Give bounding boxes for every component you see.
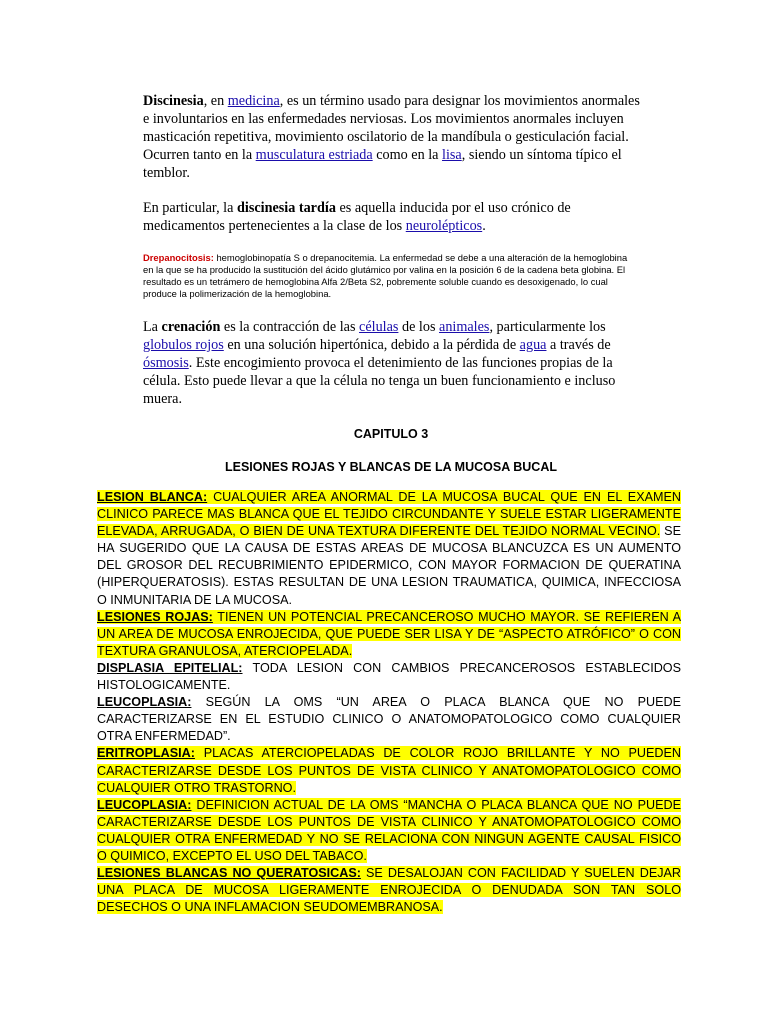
- definition-lesiones-blancas-no-queratosicas: [97, 865, 681, 916]
- text: , es un término usado para designar los movimientos anormales e involuntarios en las enfermedades nerviosas. Los movimientos anormales incluyen masticación repetitiva, movimiento oscilatorio de la mandíbula o gesticulación facial. Ocurren tanto en la: [143, 93, 640, 163]
- link-lisa[interactable]: lisa: [442, 147, 462, 163]
- definition-label: LEUCOPLASIA:: [97, 695, 192, 710]
- text: .: [482, 218, 486, 234]
- definition-displasia-epitelial: [97, 660, 681, 694]
- link-animales[interactable]: animales: [439, 319, 490, 335]
- definition-text: SEGÚN LA OMS “UN AREA O PLACA BLANCA QUE NO PUEDE CARACTERIZARSE EN EL ESTUDIO CLINICO O ANATOMOPATOLOGICO COMO CUALQUIER OTRA ENFERMEDAD”.: [97, 695, 681, 744]
- definition-text: SE HA SUGERIDO QUE LA CAUSA DE ESTAS AREAS DE MUCOSA BLANCUZCA ES UN AUMENTO DEL GROSOR DEL RECUBRIMIENTO EPIDERMICO, CON MAYOR FORMACION DE QUERATINA (HIPERQUERATOSIS). ESTAS RESULTAN DE UNA LESION TRAUMATICA, QUIMICA, INFECCIOSA O INMUNITARIA DE LA MUCOSA.: [97, 524, 681, 607]
- chapter-title: CAPITULO 3: [353, 427, 429, 441]
- definition-label: LESION BLANCA:: [97, 490, 208, 504]
- text: es la contracción de las: [220, 319, 360, 335]
- definition-label: ERITROPLASIA:: [97, 746, 195, 761]
- link-neurolepticos[interactable]: neurolépticos: [405, 218, 483, 234]
- definition-lesiones-rojas: [97, 609, 681, 660]
- text: de los: [398, 319, 440, 335]
- definition-eritroplasia: [97, 745, 681, 796]
- section-title: LESIONES ROJAS Y BLANCAS DE LA MUCOSA BUCAL: [225, 460, 557, 474]
- text: , en: [203, 93, 228, 109]
- term-discinesia: Discinesia: [143, 93, 204, 109]
- definition-label: LESIONES BLANCAS NO QUERATOSICAS:: [97, 866, 361, 881]
- definition-text: SE DESALOJAN CON FACILIDAD Y SUELEN DEJAR UNA PLACA DE MUCOSA LIGERAMENTE ENROJECIDA O DENUDADA SON TAN SOLO DESECHOS O UNA INFLAMACION SEUDOMEMBRANOSA.: [97, 866, 682, 915]
- definition-lesion-blanca: [97, 489, 681, 609]
- text: a través de: [546, 337, 611, 353]
- link-musculatura-estriada[interactable]: musculatura estriada: [255, 147, 373, 163]
- paragraph-discinesia: [143, 92, 643, 182]
- paragraph-discinesia-tardia: [143, 199, 643, 235]
- text: La: [143, 319, 162, 335]
- paragraph-crenacion: [143, 318, 641, 408]
- link-agua[interactable]: agua: [519, 337, 547, 353]
- link-medicina[interactable]: medicina: [227, 93, 280, 109]
- definition-leucoplasia-actual: [97, 797, 681, 865]
- definition-label: DISPLASIA EPITELIAL:: [97, 660, 243, 675]
- definition-text: TODA LESION CON CAMBIOS PRECANCEROSOS ESTABLECIDOS HISTOLOGICAMENTE.: [97, 660, 681, 693]
- text: es aquella inducida por el uso crónico de medicamentos pertenecientes a la clase de los: [143, 200, 571, 234]
- text: , particularmente los: [489, 319, 606, 335]
- definition-text-highlighted: CUALQUIER AREA ANORMAL DE LA MUCOSA BUCAL QUE EN EL EXAMEN CLINICO PARECE MAS BLANCA QUE EL TEJIDO CIRCUNDANTE Y SUELE ESTAR LIGERAMENTE ELEVADA, ARRUGADA, O BIEN DE UNA TEXTURA DIFERENTE DEL TEJIDO NORMAL VECINO.: [97, 490, 681, 539]
- term-crenacion: crenación: [161, 319, 221, 335]
- definitions-list: [97, 489, 681, 916]
- text: como en la: [372, 147, 443, 163]
- definition-text: DEFINICION ACTUAL DE LA OMS “MANCHA O PLACA BLANCA QUE NO PUEDE CARACTERIZARSE DESDE LOS PUNTOS DE VISTA CLINICO Y ANATOMOPATOLOGICO COMO CUALQUIER OTRA ENFERMEDAD Y NO SE RELACIONA CON NINGUN AGENTE CAUSAL FISICO O QUIMICO, EXCEPTO EL USO DEL TABACO.: [97, 797, 681, 863]
- definition-leucoplasia-oms: [97, 694, 681, 745]
- definition-text: TIENEN UN POTENCIAL PRECANCEROSO MUCHO MAYOR. SE REFIEREN A UN AREA DE MUCOSA ENROJECIDA, QUE PUEDE SER LISA Y DE “ASPECTO ATRÓFICO” O CON TEXTURA GRANULOSA, ATERCIOPELADA.: [97, 609, 682, 658]
- text: , siendo un síntoma típico el temblor.: [143, 147, 622, 181]
- text: . Este encogimiento provoca el detenimiento de las funciones propias de la célula. Esto puede llevar a que la célula no tenga un buen funcionamiento e incluso muera.: [143, 355, 616, 407]
- paragraph-drepanocitosis: [143, 252, 638, 300]
- text: hemoglobinopatía S o drepanocitemia. La enfermedad se debe a una alteración de la hemoglobina en la que se ha producido la sustitución del ácido glutámico por valina en la posición 6 de la cadena beta globina. El resultado es un tetrámero de hemoglobina Alfa 2/Beta S2, pobremente soluble cuando es desoxigenado, lo cual produce la polimerización de la hemoglobina.: [143, 252, 628, 299]
- link-celulas[interactable]: células: [359, 319, 399, 335]
- term-discinesia-tardia: discinesia tardía: [236, 200, 336, 216]
- text: En particular, la: [143, 200, 237, 216]
- link-osmosis[interactable]: ósmosis: [143, 355, 189, 371]
- link-globulos-rojos[interactable]: globulos rojos: [143, 337, 224, 353]
- term-drepanocitosis: Drepanocitosis:: [143, 252, 214, 263]
- definition-text: PLACAS ATERCIOPELADAS DE COLOR ROJO BRILLANTE Y NO PUEDEN CARACTERIZARSE DESDE LOS PUNTOS DE VISTA CLINICO Y ANATOMOPATOLOGICO COMO CUALQUIER OTRO TRASTORNO.: [97, 746, 681, 795]
- definition-label: LESIONES ROJAS:: [97, 609, 213, 624]
- definition-label: LEUCOPLASIA:: [97, 797, 192, 812]
- text: en una solución hipertónica, debido a la pérdida de: [223, 337, 520, 353]
